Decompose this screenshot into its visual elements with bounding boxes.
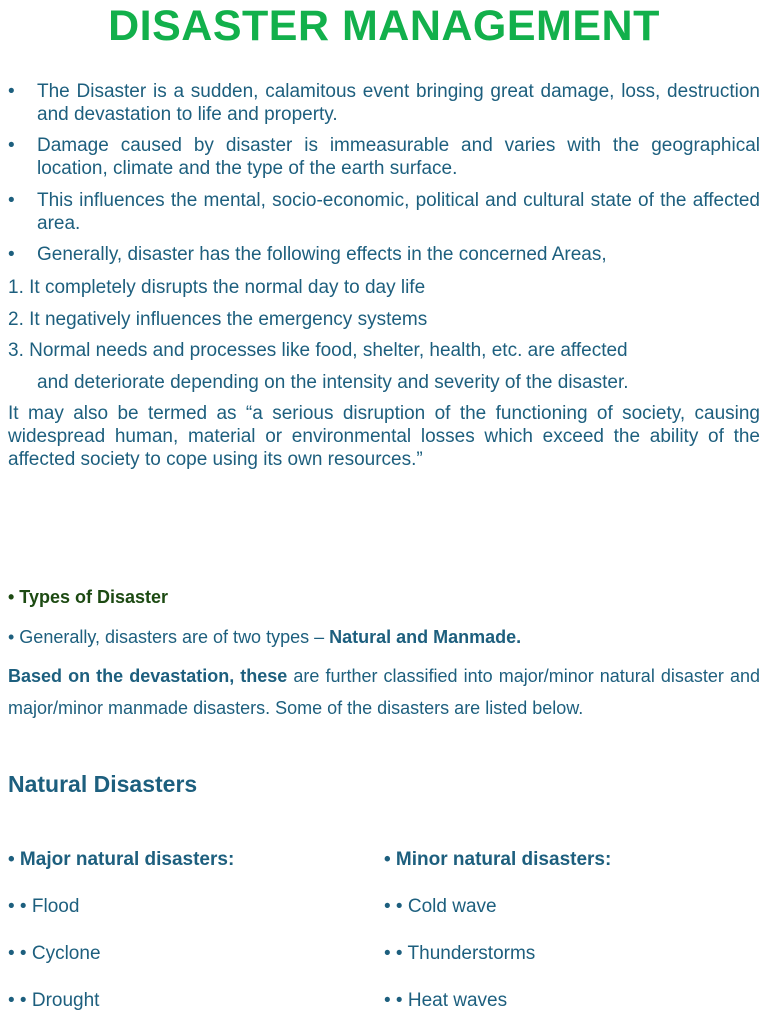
classification-bold: Based on the devastation, these: [8, 666, 288, 686]
bullet-item: [8, 243, 760, 266]
major-disaster-item: • • Flood: [8, 896, 80, 917]
minor-disasters-heading: • Minor natural disasters:: [384, 849, 612, 870]
bullet-icon: •: [8, 190, 15, 211]
bullet-text: The Disaster is a sudden, calamitous event bringing great damage, loss, destruction and devastation to life and property.: [37, 81, 760, 125]
bullet-icon: •: [8, 244, 15, 265]
major-disaster-item: • • Cyclone: [8, 943, 101, 964]
classification-paragraph: [8, 660, 760, 724]
definition-quote: It may also be termed as “a serious disruption of the functioning of society, causing widespread human, material or environmental losses which exceed the ability of the affected society to cope using its own resources.”: [8, 403, 760, 470]
bullet-text: Damage caused by disaster is immeasurable and varies with the geographical location, climate and the type of the earth surface.: [37, 135, 760, 179]
effect-item: 3. Normal needs and processes like food, shelter, health, etc. are affected: [8, 340, 628, 361]
types-heading: • Types of Disaster: [8, 587, 169, 607]
major-disasters-heading: • Major natural disasters:: [8, 849, 235, 870]
minor-disaster-item: • • Cold wave: [384, 896, 497, 917]
effect-item: 2. It negatively influences the emergency systems: [8, 309, 428, 330]
bullet-icon: •: [8, 81, 15, 102]
bullet-text: Generally, disaster has the following effects in the concerned Areas,: [37, 244, 607, 265]
section-title: Natural Disasters: [8, 771, 198, 797]
types-line-bold: Natural and Manmade.: [329, 627, 522, 647]
bullet-text: This influences the mental, socio-economic, political and cultural state of the affected area.: [37, 190, 760, 234]
minor-disaster-item: • • Thunderstorms: [384, 943, 536, 964]
types-line: [8, 627, 521, 648]
bullet-item: [8, 80, 760, 126]
page-title: DISASTER MANAGEMENT: [108, 2, 660, 50]
effect-continuation: and deteriorate depending on the intensity and severity of the disaster.: [37, 372, 629, 393]
classification-rest: are further classified into major/minor natural disaster and major/minor manmade disasters. Some of the disasters are listed below.: [8, 666, 760, 718]
major-disaster-item: • • Drought: [8, 990, 100, 1011]
bullet-item: [8, 134, 760, 180]
bullet-item: [8, 189, 760, 235]
minor-disaster-item: • • Heat waves: [384, 990, 508, 1011]
effect-item: 1. It completely disrupts the normal day to day life: [8, 277, 426, 298]
types-line-prefix: • Generally, disasters are of two types –: [8, 627, 330, 647]
bullet-icon: •: [8, 135, 15, 156]
